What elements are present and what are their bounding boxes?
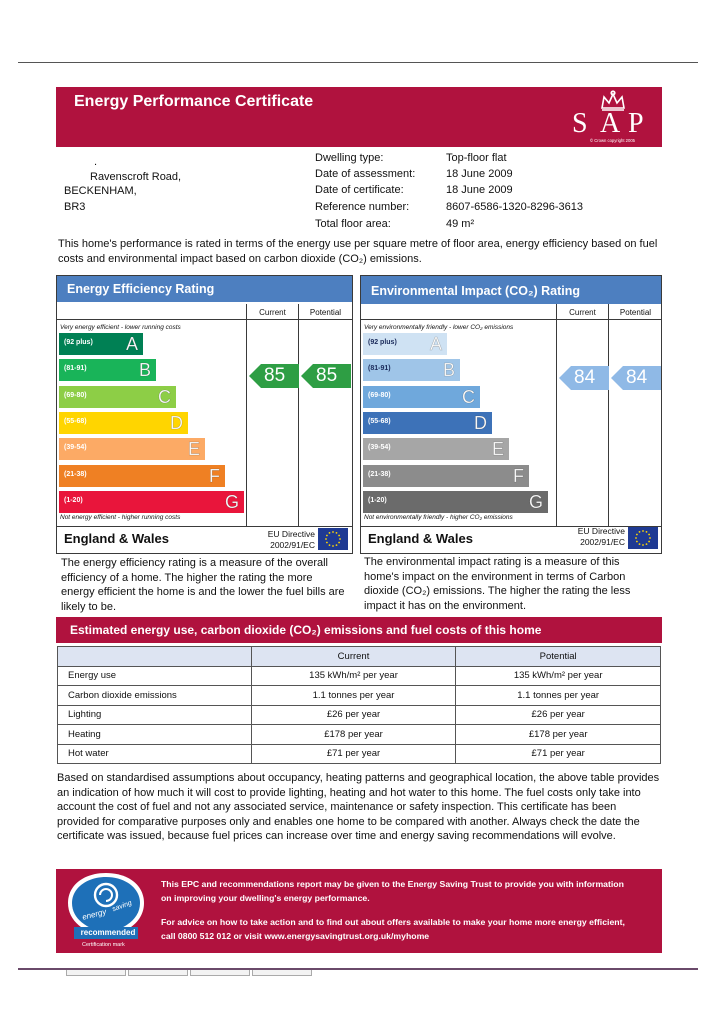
footer-text-2: For advice on how to take action and to find out about offers available to make your home more energy efficient, call 0800 512 012 or visit www.energysavingtrust.org.uk/myhome xyxy=(161,917,625,941)
row-current-energy-use: 135 kWh/m² per year xyxy=(251,666,456,686)
efficiency-eu-line-2: 2002/91/EC xyxy=(270,540,315,550)
rating-value: 85 xyxy=(264,365,286,386)
rating-band-e xyxy=(363,438,509,460)
table-row xyxy=(58,666,661,686)
efficiency-col-potential: Potential xyxy=(309,308,342,317)
band-range: (81-91) xyxy=(64,365,87,373)
top-rule xyxy=(18,62,698,63)
rating-band-a xyxy=(59,333,143,355)
environment-region: England & Wales xyxy=(368,531,473,546)
band-letter: B xyxy=(442,360,455,381)
sap-logo xyxy=(568,88,658,146)
estimates-col-current: Current xyxy=(251,647,456,667)
environment-panel-title: Environmental Impact (CO₂) Rating xyxy=(361,276,661,304)
detail-value-assessment-date: 18 June 2009 xyxy=(446,168,513,180)
environment-divider-2 xyxy=(608,304,609,527)
efficiency-potential-arrow xyxy=(301,364,351,393)
band-letter: A xyxy=(125,334,138,354)
environment-eu-line-1: EU Directive xyxy=(577,526,625,536)
efficiency-panel-title: Energy Efficiency Rating xyxy=(57,276,352,302)
certificate-title: Energy Performance Certificate xyxy=(74,93,314,110)
row-potential-lighting: £26 per year xyxy=(456,705,661,725)
detail-label-dwelling-type: Dwelling type: xyxy=(315,152,384,164)
environment-current-arrow xyxy=(559,366,609,395)
band-letter: F xyxy=(209,465,220,486)
environment-description: The environmental impact rating is a measure of this home's impact on the environment in terms of Carbon dioxide (CO₂) emissions. The higher the rating the less impact it has on the environment. xyxy=(364,556,631,612)
band-range: (69-80) xyxy=(368,391,391,399)
band-letter: G xyxy=(528,491,543,512)
table-row xyxy=(58,686,661,706)
row-label-heating: Heating xyxy=(58,725,252,745)
band-range: (1-20) xyxy=(64,496,83,504)
band-letter: A xyxy=(429,334,442,354)
rating-band-c xyxy=(59,386,176,408)
band-letter: F xyxy=(513,465,524,486)
detail-value-certificate-date: 18 June 2009 xyxy=(446,184,513,196)
badge-word-recommended: recommended xyxy=(80,928,136,937)
table-row xyxy=(58,705,661,725)
band-letter: E xyxy=(491,439,504,460)
rating-band-b xyxy=(59,359,156,381)
detail-value-floor-area: 49 m² xyxy=(446,218,475,230)
efficiency-footer-rule xyxy=(56,526,353,527)
address-line-1: Ravenscroft Road, xyxy=(90,171,182,183)
environment-eu-directive xyxy=(562,526,625,548)
assumptions-paragraph: Based on standardised assumptions about occupancy, heating patterns and geographical location, the above table provides an indication of how much it will cost to provide lighting, heating and hot water to this home. The fuel costs only take into account the cost of fuel and not any associated service, maintenance or safety inspection. This certificate has been provided for comparative purposes only and enables one home to be compared with another. Always check the date the certificate was issued, because fuel prices can increase over time and energy saving recommendations will evolve. xyxy=(57,772,660,843)
rating-band-b xyxy=(363,359,460,381)
svg-text:P: P xyxy=(628,108,644,139)
band-range: (21-38) xyxy=(368,470,391,478)
rating-band-d xyxy=(59,412,188,434)
row-current-heating: £178 per year xyxy=(251,725,456,745)
row-label-energy-use: Energy use xyxy=(58,666,252,686)
rating-band-a xyxy=(363,333,447,355)
efficiency-region: England & Wales xyxy=(64,531,169,546)
row-label-co2: Carbon dioxide emissions xyxy=(58,686,252,706)
band-letter: C xyxy=(462,386,475,407)
band-range: (39-54) xyxy=(64,444,87,452)
intro-paragraph: This home's performance is rated in terms of the energy use per square metre of floor area, energy efficiency based on fuel costs and environmental impact based on carbon dioxide (CO₂) emissions. xyxy=(58,238,658,265)
estimates-title: Estimated energy use, carbon dioxide (CO₂) emissions and fuel costs of this home xyxy=(56,617,662,643)
band-range: (1-20) xyxy=(368,496,387,504)
band-range: (55-68) xyxy=(368,417,391,425)
eu-flag-icon xyxy=(318,528,348,550)
environment-eu-line-2: 2002/91/EC xyxy=(580,537,625,547)
efficiency-eu-line-1: EU Directive xyxy=(267,529,315,539)
row-current-hot-water: £71 per year xyxy=(251,744,456,764)
efficiency-eu-directive xyxy=(252,529,315,551)
badge-caption: Certification mark xyxy=(82,942,125,948)
estimates-table xyxy=(57,646,661,764)
band-letter: B xyxy=(138,360,151,381)
table-row xyxy=(58,725,661,745)
rating-band-c xyxy=(363,386,480,408)
detail-label-floor-area: Total floor area: xyxy=(315,218,391,230)
environment-top-note: Very environmentally friendly - lower CO₂ emissions xyxy=(364,324,514,331)
efficiency-divider-2 xyxy=(298,304,299,527)
efficiency-current-arrow xyxy=(249,364,299,393)
environment-col-current: Current xyxy=(569,308,596,317)
table-row xyxy=(58,744,661,764)
band-range: (21-38) xyxy=(64,470,87,478)
band-range: (92 plus) xyxy=(368,339,397,346)
row-label-hot-water: Hot water xyxy=(58,744,252,764)
address-line-0: . xyxy=(94,156,98,168)
rating-value: 85 xyxy=(316,365,338,386)
efficiency-header-rule xyxy=(56,319,353,320)
address-line-3: BR3 xyxy=(64,201,86,213)
efficiency-top-note: Very energy efficient - lower running costs xyxy=(60,324,181,331)
row-label-lighting: Lighting xyxy=(58,705,252,725)
row-potential-co2: 1.1 tonnes per year xyxy=(456,686,661,706)
logo-copyright: © Crown copyright 2005 xyxy=(590,138,635,143)
band-letter: G xyxy=(224,491,239,512)
detail-value-reference: 8607-6586-1320-8296-3613 xyxy=(446,201,584,213)
rating-band-e xyxy=(59,438,205,460)
footer-text-1: This EPC and recommendations report may be given to the Energy Saving Trust to provide you with information on improving your dwelling's energy performance. xyxy=(161,879,624,903)
efficiency-description: The energy efficiency rating is a measure of the overall efficiency of a home. The higher the rating the more energy efficient the home is and the lower the fuel bills are likely to be. xyxy=(61,557,345,613)
badge-word-energy: energy xyxy=(81,907,108,922)
detail-label-reference: Reference number: xyxy=(315,201,410,213)
rating-band-f xyxy=(59,465,225,487)
environment-col-potential: Potential xyxy=(619,308,652,317)
efficiency-col-current: Current xyxy=(259,308,286,317)
rating-band-d xyxy=(363,412,492,434)
band-letter: D xyxy=(170,412,183,433)
band-letter: E xyxy=(187,439,200,460)
band-letter: D xyxy=(474,412,487,433)
band-range: (55-68) xyxy=(64,417,87,425)
row-potential-hot-water: £71 per year xyxy=(456,744,661,764)
rating-band-g xyxy=(363,491,548,513)
detail-label-assessment-date: Date of assessment: xyxy=(315,168,416,180)
svg-text:S: S xyxy=(572,108,588,139)
rating-value: 84 xyxy=(574,367,596,388)
detail-label-certificate-date: Date of certificate: xyxy=(315,184,404,196)
row-current-co2: 1.1 tonnes per year xyxy=(251,686,456,706)
efficiency-divider-1 xyxy=(246,304,247,527)
environment-header-rule xyxy=(360,319,662,320)
page-tab-1[interactable] xyxy=(66,970,126,976)
rating-band-f xyxy=(363,465,529,487)
band-range: (69-80) xyxy=(64,391,87,399)
row-current-lighting: £26 per year xyxy=(251,705,456,725)
band-range: (81-91) xyxy=(368,365,391,373)
page-tab-2[interactable] xyxy=(128,970,188,976)
band-range: (92 plus) xyxy=(64,339,93,346)
estimates-header-blank xyxy=(58,647,252,667)
row-potential-heating: £178 per year xyxy=(456,725,661,745)
environment-divider-1 xyxy=(556,304,557,527)
detail-value-dwelling-type: Top-floor flat xyxy=(446,152,507,164)
rating-value: 84 xyxy=(626,367,648,388)
page-tab-3[interactable] xyxy=(190,970,250,976)
band-letter: C xyxy=(158,386,171,407)
row-potential-energy-use: 135 kWh/m² per year xyxy=(456,666,661,686)
band-range: (39-54) xyxy=(368,444,391,452)
estimates-header-row xyxy=(58,647,661,667)
estimates-col-potential: Potential xyxy=(456,647,661,667)
address-line-2: BECKENHAM, xyxy=(64,185,137,197)
eu-flag-icon xyxy=(628,527,658,549)
efficiency-bottom-note: Not energy efficient - higher running costs xyxy=(60,514,181,521)
rating-band-g xyxy=(59,491,244,513)
svg-text:A: A xyxy=(600,108,621,139)
environment-bottom-note: Not environmentally friendly - higher CO₂ emissions xyxy=(364,514,513,521)
environment-potential-arrow xyxy=(611,366,661,395)
badge-word-saving: saving xyxy=(111,899,133,914)
page-tab-4[interactable] xyxy=(252,970,312,976)
